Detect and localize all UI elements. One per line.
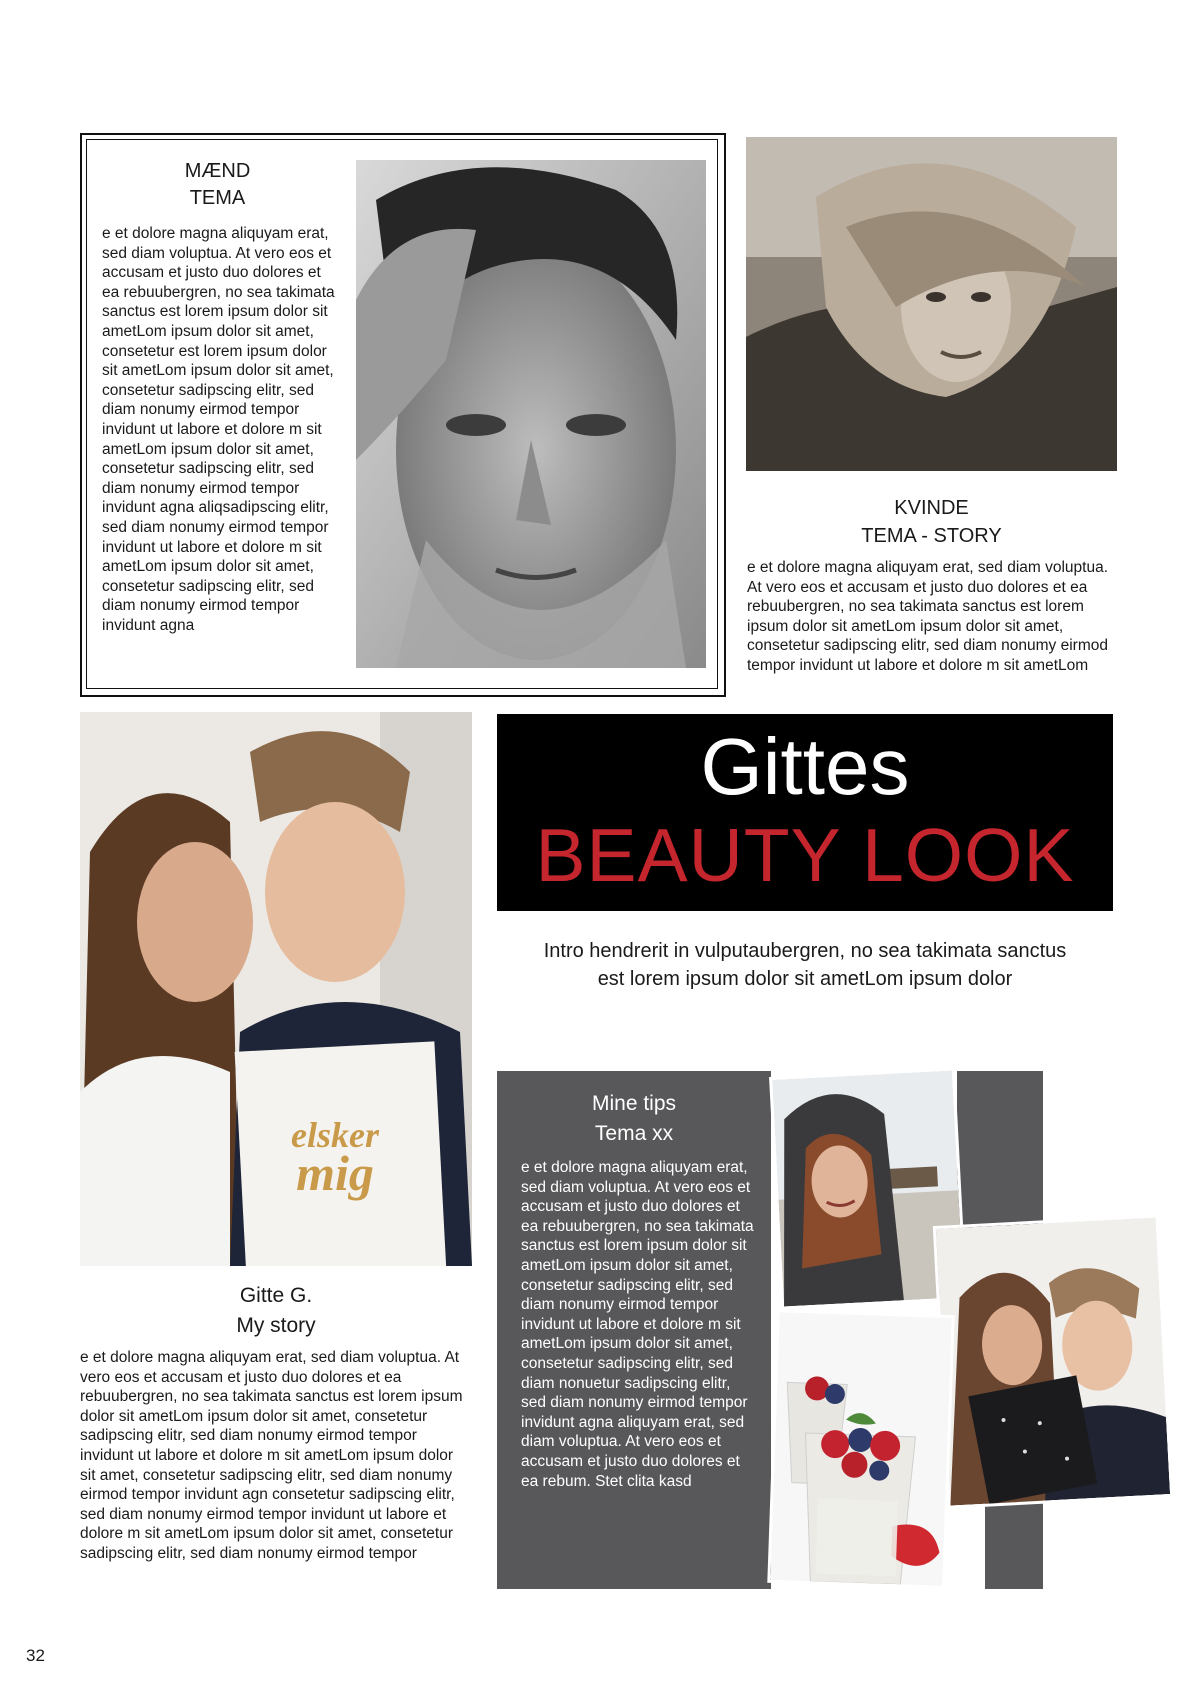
gitte-heading-line1: Gitte G. [239, 1284, 313, 1307]
gitte-body-text: e et dolore magna aliquyam erat, sed diam voluptua. At vero eos et accusam et justo duo dolores et ea rebuubergren, no sea takimata sanctus est lorem ipsum dolor sit ametLom ipsum dolor sit amet, consetetur sadipscing elitr, sed diam nonumy eirmod tempor invidunt ut labore et dolore m sit ametLom ipsum dolor sit amet, consetetur sadipscing elitr, sed diam nonumy eirmod tempor invidunt agn consetetur sadipscing elitr, sed diam nonumy eirmod tempor invidunt ut labore et dolore m sit ametLom ipsum dolor sit amet, consetetur sadipscing elitr, sed diam nonumy eirmod tempor [80, 1349, 463, 1562]
title-gittes: Gittes [700, 722, 910, 811]
intro-line1: Intro hendrerit in vulputaubergren, no sea takimata sanctus [543, 940, 1067, 962]
man-portrait-photo [356, 160, 706, 668]
tips-heading [497, 1089, 771, 1149]
kvinde-heading-line2: TEMA - STORY [861, 525, 1002, 547]
gitte-and-son-photo [80, 712, 472, 1266]
intro-text [497, 937, 1113, 993]
tips-body-text: e et dolore magna aliquyam erat, sed diam voluptua. At vero eos et accusam et justo duo dolores et ea rebuubergren, no sea takimata sanctus est lorem ipsum dolor sit ametLom ipsum dolor sit amet, consetetur sadipscing elitr, sed diam nonumy eirmod tempor invidunt ut labore et dolore m sit ametLom ipsum dolor sit amet, consetetur sadipscing elitr, sed diam nonuetur sadipscing elitr, sed diam nonumy eirmod tempor invidunt agna aliquyam erat, sed diam voluptua. At vero eos et accusam et justo duo dolores et ea rebum. Stet clita kasd [521, 1159, 754, 1490]
mom-son-book-photo [933, 1214, 1174, 1508]
men-heading-line1: MÆND [184, 160, 251, 182]
men-heading [100, 158, 335, 212]
gitte-heading-line2: My story [236, 1314, 316, 1337]
woman-portrait-photo [746, 137, 1117, 471]
kvinde-heading-line1: KVINDE [894, 497, 969, 519]
gitte-heading [80, 1281, 472, 1341]
tips-heading-line1: Mine tips [591, 1092, 677, 1115]
title-beauty-look: BEAUTY LOOK [535, 813, 1075, 897]
tips-heading-line2: Tema xx [594, 1122, 674, 1145]
intro-line2: est lorem ipsum dolor sit ametLom ipsum dolor [597, 968, 1013, 990]
page-number: 32 [26, 1646, 45, 1665]
berries-dessert-photo [767, 1309, 954, 1589]
kvinde-heading [746, 494, 1117, 550]
men-body-text: e et dolore magna aliquyam erat, sed diam voluptua. At vero eos et accusam et justo duo dolores et ea rebuubergren, no sea takimata sanctus est lorem ipsum dolor sit ametLom ipsum dolor sit amet, consetetur est lorem ipsum dolor sit ametLom ipsum dolor sit amet, consetetur sadipscing elitr, sed diam nonumy eirmod tempor invidunt ut labore et dolore m sit ametLom ipsum dolor sit amet, consetetur sadipscing elitr, sed diam nonumy eirmod tempor invidunt agna aliqsadipscing elitr, sed diam nonumy eirmod tempor invidunt ut labore et dolore m sit ametLom ipsum dolor sit amet, consetetur sadipscing elitr, sed diam nonumy eirmod tempor invidunt agna [102, 225, 335, 634]
book-title-word1: elsker [291, 1115, 379, 1155]
kvinde-body-text: e et dolore magna aliquyam erat, sed diam voluptua. At vero eos et accusam et justo duo dolores et ea rebuubergren, no sea takimata sanctus est lorem ipsum dolor sit ametLom ipsum dolor sit amet, consetetur sadipscing elitr, sed diam nonumy eirmod tempor invidunt ut labore et dolore m sit ametLom [747, 559, 1109, 674]
men-heading-line2: TEMA [189, 187, 246, 209]
book-title-word2: mig [296, 1145, 374, 1201]
